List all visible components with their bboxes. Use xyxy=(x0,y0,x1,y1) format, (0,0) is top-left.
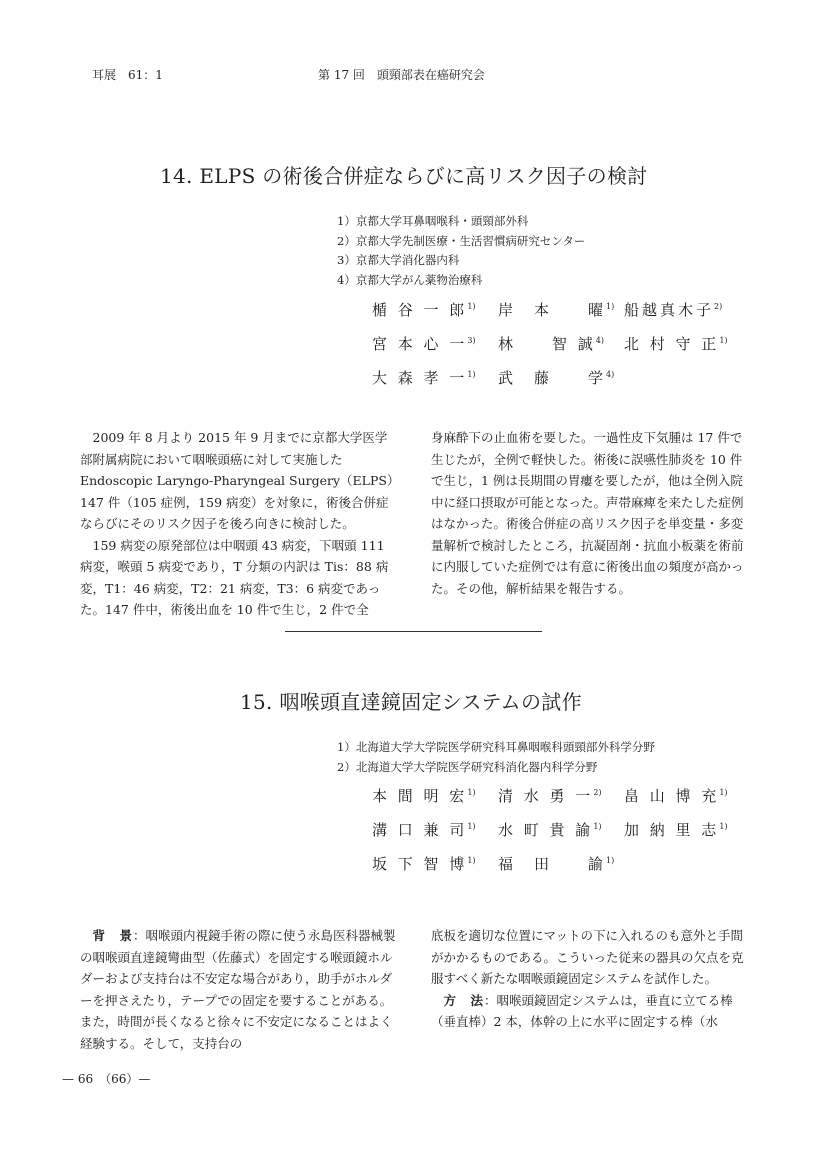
affiliation: 1）京都大学耳鼻咽喉科・頭頸部外科 xyxy=(337,214,529,228)
affiliation: 3）京都大学消化器内科 xyxy=(337,253,460,267)
affiliation: 1）北海道大学大学院医学研究科耳鼻咽喉科頭頸部外科学分野 xyxy=(337,740,655,754)
author: 加 納 里 志$^{1)}$ xyxy=(624,821,728,839)
author: 大 森 孝 一$^{1)}$ xyxy=(372,369,476,387)
article-14-body-left xyxy=(80,427,398,621)
page-number: — 66 （66）— xyxy=(62,1072,151,1086)
article-14-affiliations xyxy=(337,212,585,290)
article-15-body-right xyxy=(431,925,751,1033)
author: 宮 本 心 一$^{3)}$ xyxy=(372,335,476,353)
paragraph: 底板を適切な位置にマットの下に入れるのも意外と手間がかかるものである。こういった従来の器具の欠点を克服すべく新たな咽喉頭鏡固定システムを試作した。 xyxy=(431,928,744,986)
paragraph xyxy=(80,925,398,1054)
running-header-journal: 耳展 61：1 xyxy=(92,68,163,82)
author: 溝 口 兼 司$^{1)}$ xyxy=(372,821,476,839)
section-label-background: 背 景 xyxy=(92,928,134,943)
paragraph-text: ：咽喉頭内視鏡手術の際に使う永島医科器械製の咽喉頭直達鏡彎曲型（佐藤式）を固定する喉頭鏡ホルダーおよび支持台は不安定な場合があり，助手がホルダーを押さえたり，テープでの固定を要することがある。また，時間が長くなると徐々に不安定になることはよく経験する。そして，支持台の xyxy=(80,928,396,1051)
paragraph xyxy=(431,990,751,1033)
article-divider xyxy=(285,631,542,632)
article-15-authors xyxy=(372,776,750,878)
author: 畠 山 博 充$^{1)}$ xyxy=(624,787,728,805)
article-15-body-left xyxy=(80,925,398,1054)
author: 武 藤 学$^{4)}$ xyxy=(498,369,615,387)
author: 清 水 勇 一$^{2)}$ xyxy=(498,787,602,805)
author: 福 田 諭$^{1)}$ xyxy=(498,855,615,873)
article-15-title: 15. 咽喉頭直達鏡固定システムの試作 xyxy=(240,690,582,714)
author: 水 町 貴 諭$^{1)}$ xyxy=(498,821,602,839)
article-14-body-right xyxy=(431,427,751,599)
author: 北 村 守 正$^{1)}$ xyxy=(624,335,728,353)
article-15-affiliations xyxy=(337,738,655,777)
author: 本 間 明 宏$^{1)}$ xyxy=(372,787,476,805)
article-14-title: 14. ELPS の術後合併症ならびに高リスク因子の検討 xyxy=(160,164,648,188)
affiliation: 2）北海道大学大学院医学研究科消化器内科学分野 xyxy=(337,759,598,774)
author: 林 智 誠$^{4)}$ xyxy=(498,335,604,353)
section-label-methods: 方 法 xyxy=(443,992,485,1008)
affiliation: 2）京都大学先制医療・生活習慣病研究センター xyxy=(337,233,586,248)
author: 船越真木子$^{2)}$ xyxy=(624,301,723,319)
author: 坂 下 智 博$^{1)}$ xyxy=(372,855,476,873)
paragraph: 159 病変の原発部位は中咽頭 43 病変，下咽頭 111 病変，喉頭 5 病変であり，T 分類の内訳は Tis：88 病変，T1：46 病変，T2：21 病変，T3：6 病変であった。147 件中，術後出血を 10 件で生じ，2 件で全 xyxy=(80,537,389,617)
paragraph: 身麻酔下の止血術を要した。一過性皮下気腫は 17 件で生じたが，全例で軽快した。術後に誤嚥性肺炎を 10 件で生じ，1 例は長期間の胃瘻を要したが，他は全例入院中に経口摂取が可能となった。声帯麻痺を来たした症例はなかった。術後合併症の高リスク因子を単変量・多変量解析で検討したところ，抗凝固剤・抗血小板薬を術前に内服していた症例では有意に術後出血の頻度が高かった。その他，解析結果を報告する。 xyxy=(431,430,744,596)
running-header-meeting: 第 17 回 頭頸部表在癌研究会 xyxy=(318,68,485,82)
affiliation: 4）京都大学がん薬物治療科 xyxy=(337,272,483,287)
author: 岸 本 曜$^{1)}$ xyxy=(498,301,615,319)
paragraph: 2009 年 8 月より 2015 年 9 月までに京都大学医学部附属病院において咽喉頭癌に対して実施した Endoscopic Laryngo-Pharyngeal Surgery（ELPS）147 件（105 症例，159 病変）を対象に，術後合併症ならびにそのリスク因子を後ろ向きに検討した。 xyxy=(80,430,394,531)
article-14-authors xyxy=(372,290,750,392)
paragraph-text: ：咽喉頭鏡固定システムは，垂直に立てる棒（垂直棒）2 本，体幹の上に水平に固定する棒（水 xyxy=(431,992,733,1029)
author: 楯 谷 一 郎$^{1)}$ xyxy=(372,301,476,319)
